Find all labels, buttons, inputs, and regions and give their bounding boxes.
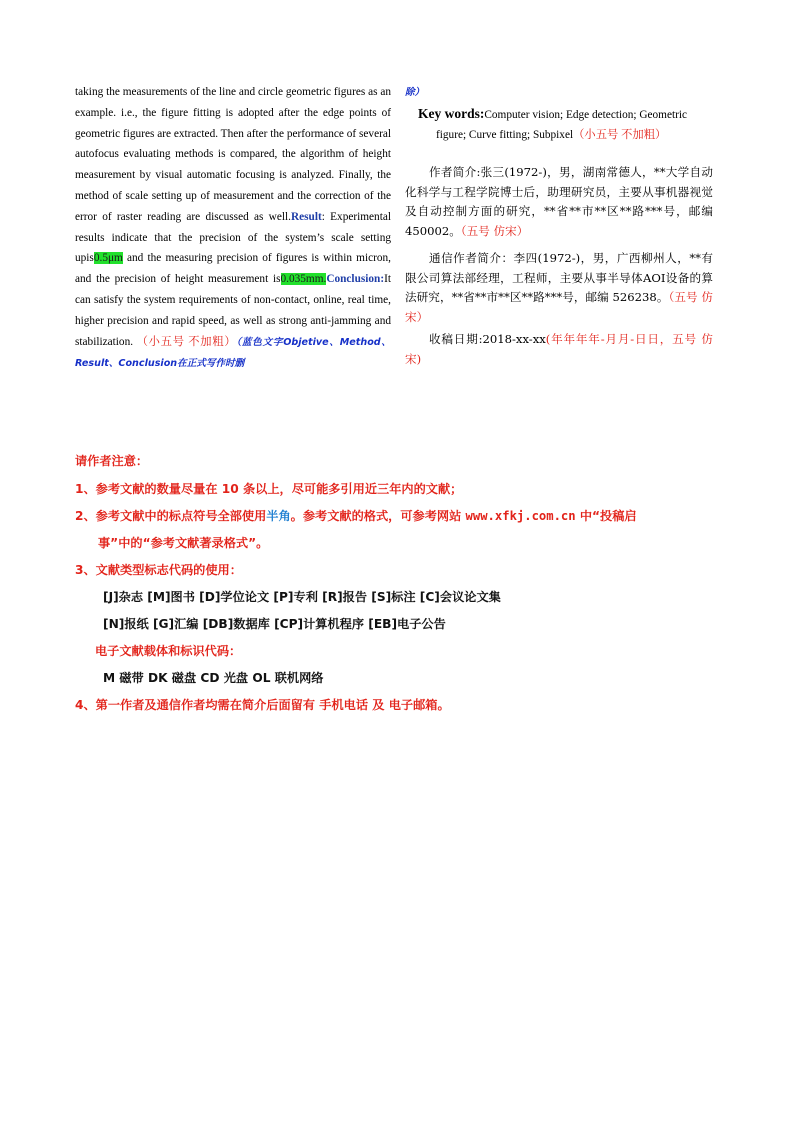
abstract-paragraph xyxy=(75,82,391,375)
note-item-2-text-a: 2、参考文献中的标点符号全部使用 xyxy=(75,509,267,523)
carrier-codes: M 磁带 DK 磁盘 CD 光盘 OL 联机网络 xyxy=(103,671,324,685)
keywords-block xyxy=(418,104,718,145)
result-label: Result xyxy=(290,210,322,223)
carrier-codes-title: 电子文献载体和标识代码： xyxy=(95,644,242,658)
abstract-format-note: （小五号 不加粗） xyxy=(136,335,237,348)
result-value-highlight-1: 0.5μm xyxy=(93,252,123,265)
abstract-continuation xyxy=(75,82,391,375)
keywords-line-2 xyxy=(418,126,718,146)
corresponding-author-bio-text: 通信作者简介：李四(1972-)，男，广西柳州人，**有限公司算法部经理，工程师，主要从事半导体AOI设备的算法研究，**省**市**区**路***号，邮编 526238。 xyxy=(405,251,713,305)
blue-text-removal-note-end: 除） xyxy=(405,87,425,98)
blue-text-removal-note: （蓝色文字Objetive、Method、Result、Conclusion在正式写作时删 xyxy=(75,336,391,370)
author-bio-format-note: （五号 仿宋） xyxy=(460,223,529,238)
received-date-format-note: (年年年年-月月-日日，五号 仿宋) xyxy=(405,332,714,366)
result-text-2: and the measuring precision of figures is within micron, and the precision of height measurement is xyxy=(75,252,391,286)
note-item-2-text-c: 中“投稿启 xyxy=(575,509,637,523)
keywords-text-2: figure; Curve fitting; Subpixel xyxy=(436,128,574,141)
note-item-2-continued: 事”中的“参考文献著录格式”。 xyxy=(98,536,269,550)
corresponding-author-format-note: （五号 仿宋） xyxy=(405,290,713,324)
note-item-3: 3、文献类型标志代码的使用： xyxy=(75,563,242,577)
corresponding-author-bio xyxy=(405,249,713,327)
keywords-format-note: （小五号 不加粗） xyxy=(573,128,667,141)
received-date-text: 收稿日期:2018-xx-xx xyxy=(429,332,546,346)
note-item-4: 4、第一作者及通信作者均需在简介后面留有 手机电话 及 电子邮箱。 xyxy=(75,698,450,712)
abstract-method-text: taking the measurements of the line and circle geometric figures as an example. i.e., the figure fitting is adopted after the edge points of geometric figures are extracted. Then after the performance of several autofocus evaluating methods is compared, the algorithm of height measurement by visual automatic focusing is analyzed. Finally, the method of scale setting up of measurement and the correction of the error of raster reading are discussed as well. xyxy=(75,86,391,223)
conclusion-label: Conclusion: xyxy=(326,273,385,286)
doc-type-codes-line-2: [N]报纸 [G]汇编 [DB]数据库 [CP]计算机程序 [EB]电子公告 xyxy=(103,617,446,631)
note-item-2-text-b: 。参考文献的格式，可参考网站 xyxy=(290,509,466,523)
received-date xyxy=(405,330,713,369)
keywords-label: Key words: xyxy=(418,106,485,121)
author-bio-text: 作者简介:张三(1972-)，男，湖南常德人，**大学自动化科学与工程学院博士后，助理研究员，主要从事机器视觉及自动控制方面的研究，**省**市**区**路***号，邮编 450002。 xyxy=(405,165,713,238)
doc-type-codes-line-1: [J]杂志 [M]图书 [D]学位论文 [P]专利 [R]报告 [S]标注 [C]会议论文集 xyxy=(103,590,501,604)
keywords-line-1 xyxy=(418,104,718,126)
half-width-label: 半角 xyxy=(266,509,291,523)
conclusion-text: It can satisfy the system requirements of non-contact, online, real time, higher precision and rapid speed, as well as strong anti-jamming and stabilization. xyxy=(75,273,391,348)
author-bio xyxy=(405,163,713,241)
result-value-highlight-2: 0.035mm. xyxy=(280,273,327,286)
note-item-1: 1、参考文献的数量尽量在 10 条以上，尽可能多引用近三年内的文献； xyxy=(75,482,463,496)
reference-website-link[interactable]: www.xfkj.com.cn xyxy=(465,509,576,523)
notes-title: 请作者注意： xyxy=(75,454,149,468)
keywords-text-1: Computer vision; Edge detection; Geometric xyxy=(484,109,688,121)
result-text-1: : Experimental results indicate that the precision of the system’s scale setting upis xyxy=(75,210,391,265)
note-item-2 xyxy=(75,507,637,524)
